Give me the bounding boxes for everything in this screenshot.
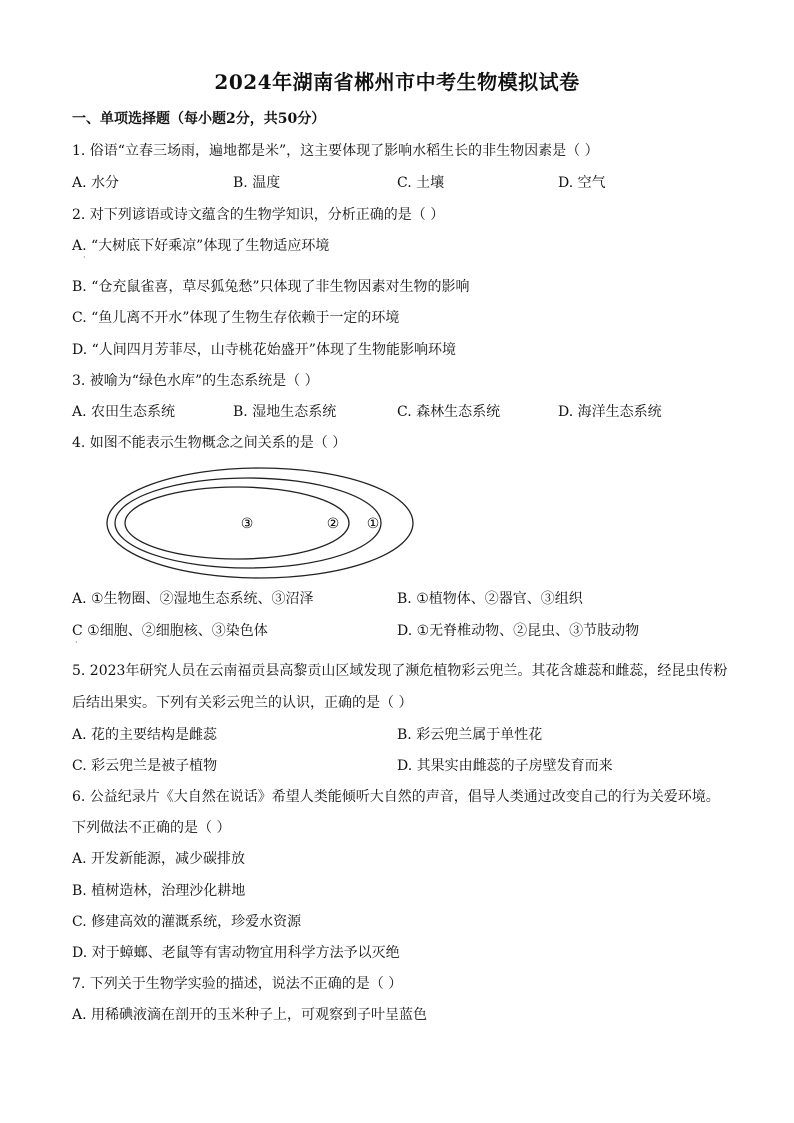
q4-option-b[interactable]: B. ①植物体、②器官、③组织 bbox=[397, 591, 583, 607]
inner-ellipse bbox=[125, 487, 349, 559]
section-heading: 一、单项选择题（每小题2分，共50分） bbox=[72, 111, 326, 127]
q4-option-c[interactable]: C ①细胞、②细胞核、③染色体 bbox=[72, 623, 268, 639]
q1-option-a[interactable]: A. 水分 bbox=[72, 175, 120, 191]
q2-option-a[interactable]: A. “大树底下好乘凉”体现了生物适应环境 bbox=[72, 238, 330, 254]
q6-option-d[interactable]: D. 对于蟑螂、老鼠等有害动物宜用科学方法予以灭绝 bbox=[72, 945, 400, 961]
question-3-stem: 3. 被喻为“绿色水库”的生态系统是（ ） bbox=[72, 373, 319, 389]
q6-option-c[interactable]: C. 修建高效的灌溉系统，珍爱水资源 bbox=[72, 914, 302, 930]
stray-dot-mark: · bbox=[75, 638, 78, 647]
q3-option-b[interactable]: B. 湿地生态系统 bbox=[233, 404, 337, 420]
q1-option-b[interactable]: B. 温度 bbox=[233, 175, 281, 191]
q2-option-c[interactable]: C. “鱼儿离不开水”体现了生物生存依赖于一定的环境 bbox=[72, 310, 400, 326]
q4-option-d[interactable]: D. ①无脊椎动物、②昆虫、③节肢动物 bbox=[397, 623, 640, 639]
stray-dot-mark: · bbox=[83, 253, 86, 262]
q3-option-c[interactable]: C. 森林生态系统 bbox=[397, 404, 501, 420]
q5-option-b[interactable]: B. 彩云兜兰属于单性花 bbox=[397, 727, 543, 743]
diagram-label-2: ② bbox=[326, 516, 340, 532]
question-6-stem-line-2: 下列做法不正确的是（ ） bbox=[72, 820, 231, 836]
question-2-stem: 2. 对下列谚语或诗文蕴含的生物学知识，分析正确的是（ ） bbox=[72, 207, 445, 223]
question-1-stem: 1. 俗语“立春三场雨，遍地都是米”，这主要体现了影响水稻生长的非生物因素是（ ） bbox=[72, 143, 599, 159]
q2-option-b[interactable]: B. “仓充鼠雀喜，草尽狐兔愁”只体现了非生物因素对生物的影响 bbox=[72, 279, 470, 295]
q6-option-a[interactable]: A. 开发新能源，减少碳排放 bbox=[72, 851, 246, 867]
question-5-stem-line-2: 后结出果实。下列有关彩云兜兰的认识，正确的是（ ） bbox=[72, 695, 413, 711]
q3-option-a[interactable]: A. 农田生态系统 bbox=[72, 404, 176, 420]
q2-option-d[interactable]: D. “人间四月芳菲尽，山寺桃花始盛开”体现了生物能影响环境 bbox=[72, 342, 456, 358]
question-6-stem-line-1: 6. 公益纪录片《大自然在说话》希望人类能倾听大自然的声音，倡导人类通过改变自己的行为关爱环境。 bbox=[72, 789, 720, 805]
q5-option-a[interactable]: A. 花的主要结构是雌蕊 bbox=[72, 727, 218, 743]
q3-option-d[interactable]: D. 海洋生态系统 bbox=[558, 404, 662, 420]
q5-option-c[interactable]: C. 彩云兜兰是被子植物 bbox=[72, 758, 218, 774]
question-5-stem-line-1: 5. 2023年研究人员在云南福贡县高黎贡山区域发现了濒危植物彩云兜兰。其花含雄蕊和雌蕊，经昆虫传粉 bbox=[72, 663, 728, 679]
diagram-label-1: ① bbox=[366, 516, 380, 532]
q4-option-a[interactable]: A. ①生物圈、②湿地生态系统、③沼泽 bbox=[72, 591, 314, 607]
q7-option-a[interactable]: A. 用稀碘液滴在剖开的玉米种子上，可观察到子叶呈蓝色 bbox=[72, 1007, 428, 1023]
nested-ellipse-diagram bbox=[100, 462, 420, 584]
question-7-stem: 7. 下列关于生物学实验的描述，说法不正确的是（ ） bbox=[72, 976, 403, 992]
question-4-stem: 4. 如图不能表示生物概念之间关系的是（ ） bbox=[72, 435, 347, 451]
q1-option-c[interactable]: C. 土壤 bbox=[397, 175, 445, 191]
q1-option-d[interactable]: D. 空气 bbox=[558, 175, 606, 191]
page-title: 2024年湖南省郴州市中考生物模拟试卷 bbox=[214, 70, 580, 94]
q6-option-b[interactable]: B. 植树造林，治理沙化耕地 bbox=[72, 883, 246, 899]
q5-option-d[interactable]: D. 其果实由雌蕊的子房壁发育而来 bbox=[397, 758, 613, 774]
diagram-label-3: ③ bbox=[240, 516, 254, 532]
